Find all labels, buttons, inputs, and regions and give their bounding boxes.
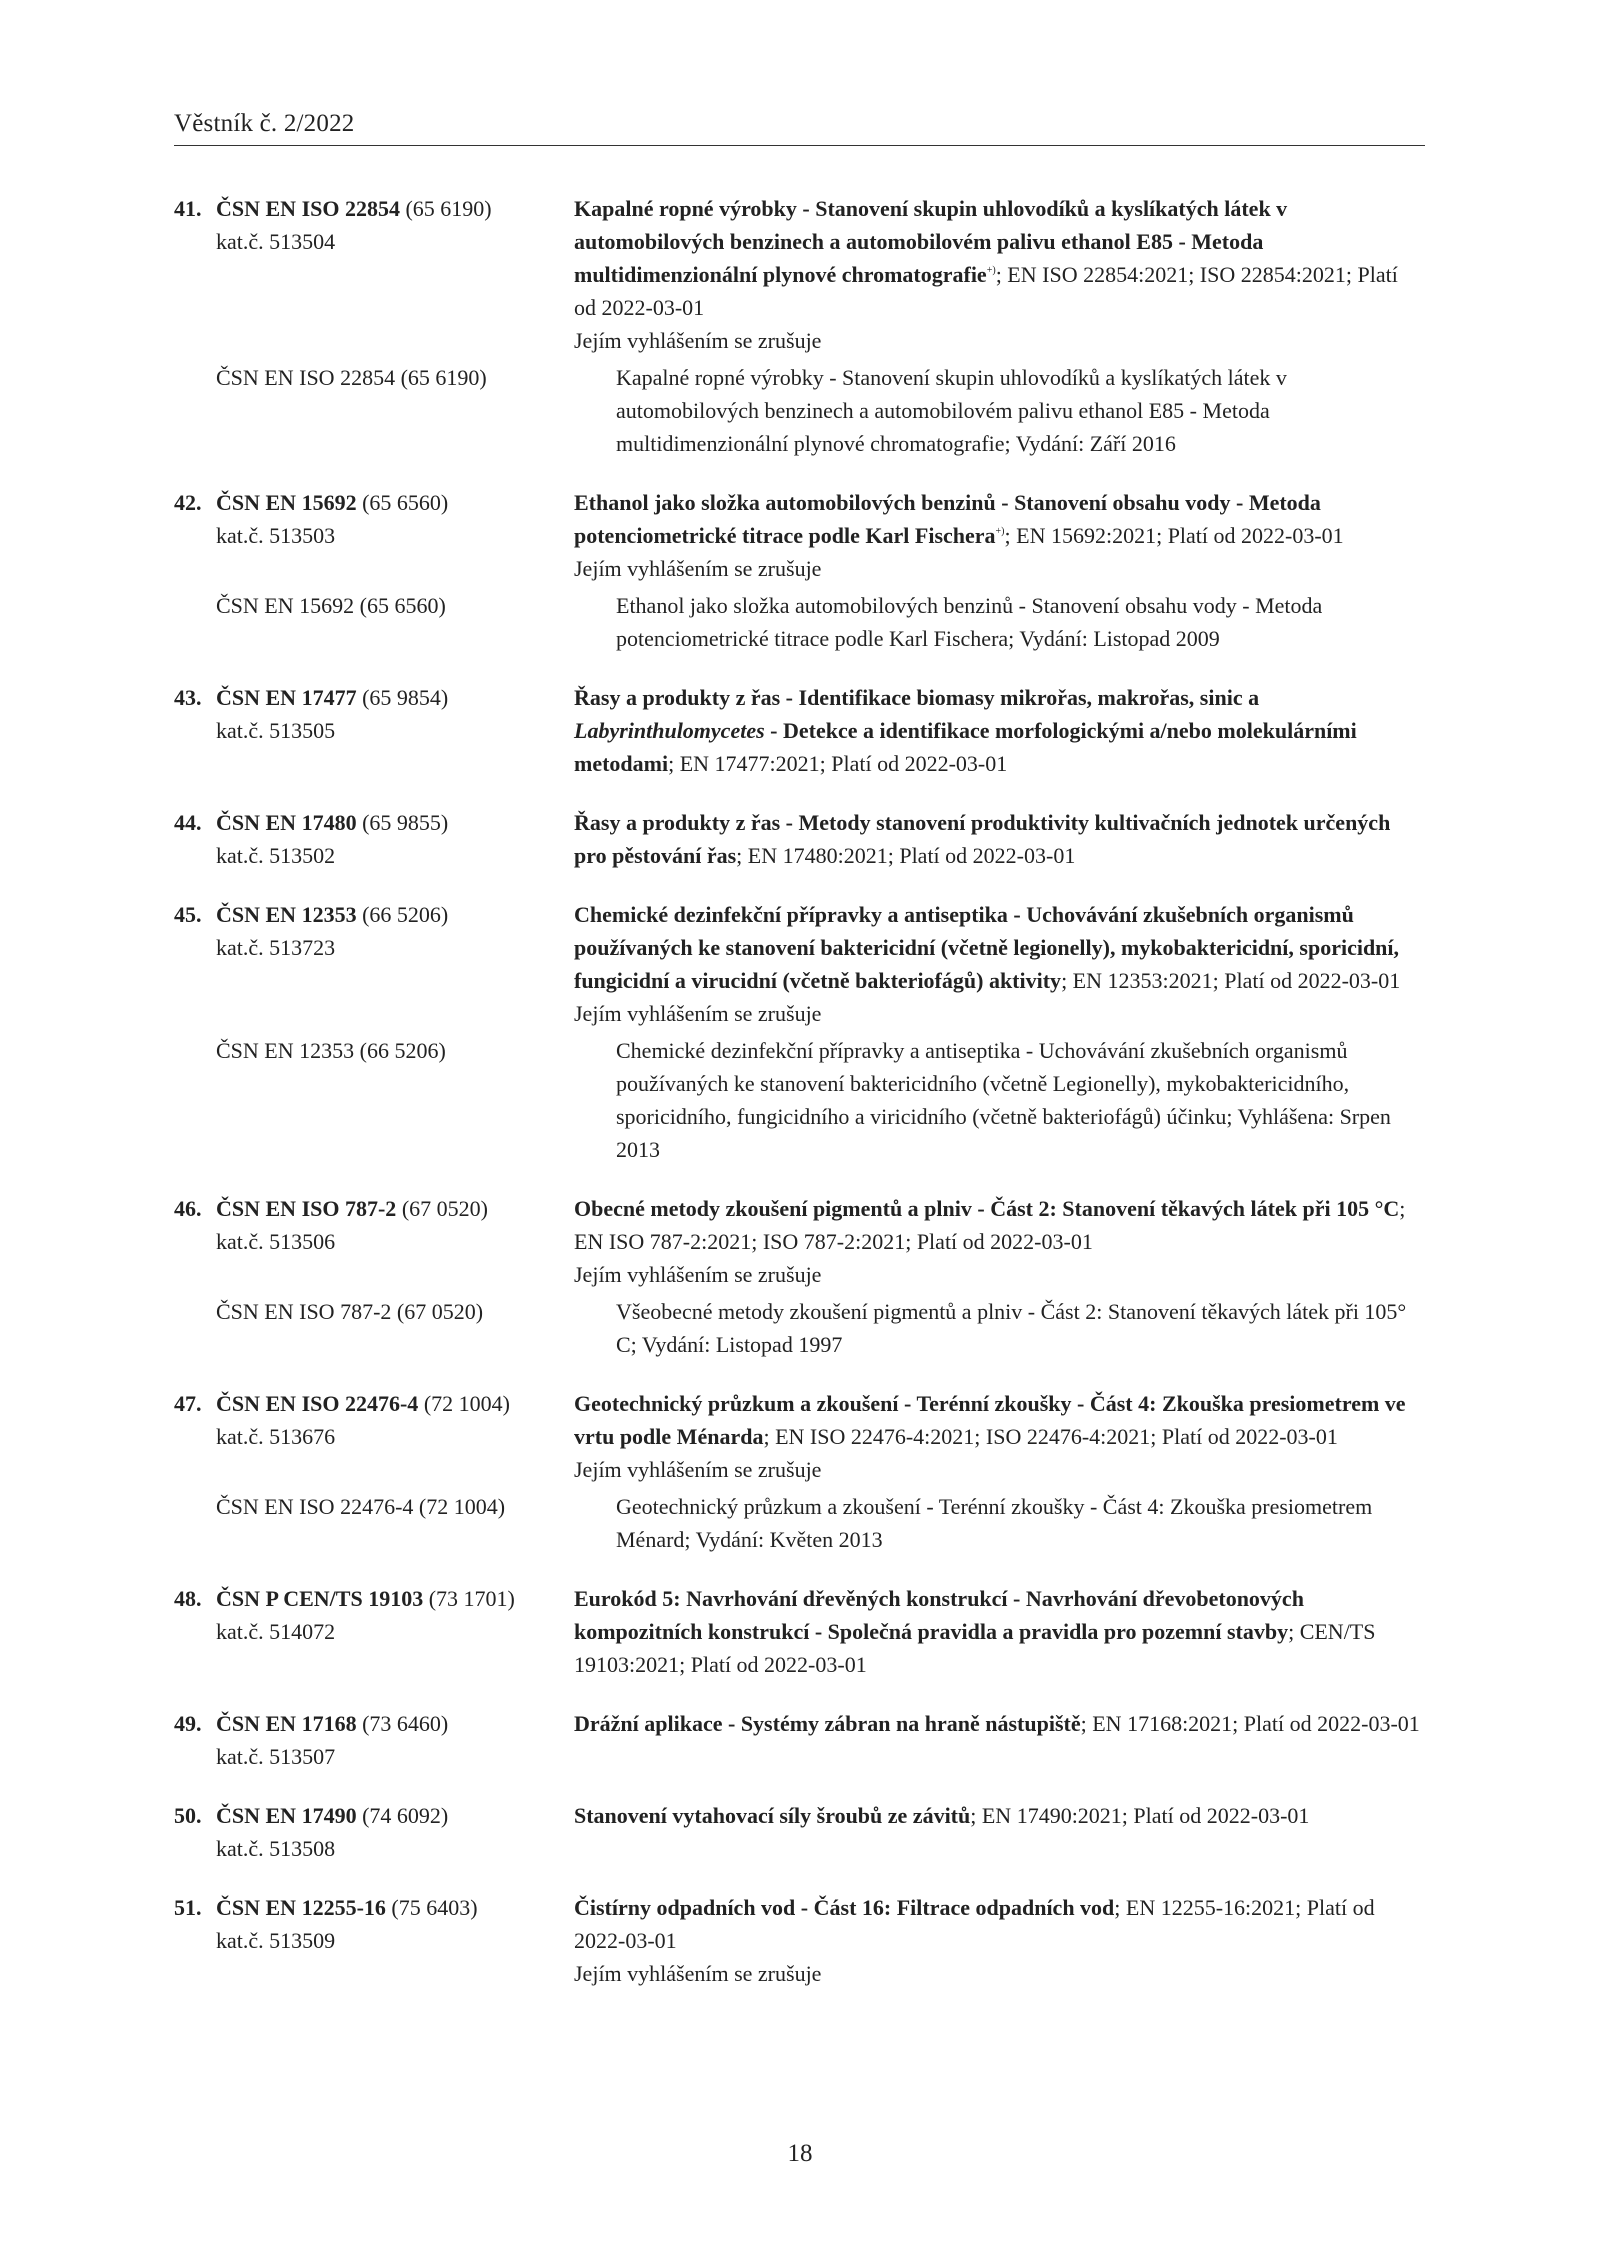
standard-code: ČSN EN 15692 xyxy=(216,490,357,515)
replaced-standard-code: ČSN EN ISO 22854 (65 6190) xyxy=(216,365,487,390)
entry-number: 47. xyxy=(174,1391,202,1416)
classification-code: (72 1004) xyxy=(418,1391,510,1416)
replaced-standard-text: Geotechnický průzkum a zkoušení - Terénní zkoušky - Část 4: Zkouška presiometrem Ménard; Vydání: Květen 2013 xyxy=(616,1494,1373,1552)
standard-title: Kapalné ropné výrobky - Stanovení skupin uhlovodíků a kyslíkatých látek v automobilových benzinech a automobilovém palivu ethanol E85 - Metoda multidimenzionální plynové chromatografie xyxy=(574,196,1288,287)
standard-title: Čistírny odpadních vod - Část 16: Filtrace odpadních vod xyxy=(574,1895,1115,1920)
classification-code: (75 6403) xyxy=(385,1895,478,1920)
standard-details: ; EN ISO 787-2:2021; ISO 787-2:2021; Platí od 2022-03-01 xyxy=(574,1196,1406,1254)
entry-number: 48. xyxy=(174,1586,202,1611)
entry-number: 50. xyxy=(174,1803,202,1828)
standard-entry-48 xyxy=(174,1582,1424,1681)
standard-title: Stanovení vytahovací síly šroubů ze závitů xyxy=(574,1803,971,1828)
catalog-number: kat.č. 513506 xyxy=(216,1229,336,1254)
replaced-standard-code: ČSN EN 12353 (66 5206) xyxy=(216,1038,446,1063)
standard-entry-44 xyxy=(174,806,1424,872)
standard-code: ČSN P CEN/TS 19103 xyxy=(216,1586,424,1611)
standard-details: ; EN 17490:2021; Platí od 2022-03-01 xyxy=(970,1803,1310,1828)
standard-entry-46 xyxy=(174,1192,1424,1361)
standards-list xyxy=(174,192,1424,2016)
standard-title: Řasy a produkty z řas - Identifikace biomasy mikrořas, makrořas, sinic a xyxy=(574,685,1260,710)
standard-entry-42 xyxy=(174,486,1424,655)
standard-details: ; CEN/TS 19103:2021; Platí od 2022-03-01 xyxy=(574,1619,1376,1677)
standard-title-continued: - Detekce a identifikace morfologickými a/nebo molekulárními metodami xyxy=(574,718,1357,776)
standard-details: ; EN 17477:2021; Platí od 2022-03-01 xyxy=(668,751,1008,776)
replaces-note: Jejím vyhlášením se zrušuje xyxy=(574,1262,822,1287)
header-rule xyxy=(174,145,1425,146)
catalog-number: kat.č. 513509 xyxy=(216,1928,336,1953)
classification-code: (65 9855) xyxy=(356,810,449,835)
classification-code: (74 6092) xyxy=(356,1803,449,1828)
catalog-number: kat.č. 513503 xyxy=(216,523,336,548)
standard-code: ČSN EN 17168 xyxy=(216,1711,357,1736)
catalog-number: kat.č. 513508 xyxy=(216,1836,336,1861)
entry-number: 51. xyxy=(174,1895,202,1920)
replaced-standard-text: Ethanol jako složka automobilových benzinů - Stanovení obsahu vody - Metoda potenciometrické titrace podle Karl Fischera; Vydání: Listopad 2009 xyxy=(616,593,1323,651)
entry-number: 44. xyxy=(174,810,202,835)
catalog-number: kat.č. 513505 xyxy=(216,718,336,743)
standard-title: Eurokód 5: Navrhování dřevěných konstrukcí - Navrhování dřevobetonových kompozitních konstrukcí - Společná pravidla a pravidla pro pozemní stavby xyxy=(574,1586,1304,1644)
catalog-number: kat.č. 513676 xyxy=(216,1424,336,1449)
standard-entry-41 xyxy=(174,192,1424,460)
replaced-standard-text: Všeobecné metody zkoušení pigmentů a plniv - Část 2: Stanovení těkavých látek při 105° C; Vydání: Listopad 1997 xyxy=(616,1299,1407,1357)
standard-details: ; EN 17480:2021; Platí od 2022-03-01 xyxy=(736,843,1076,868)
entry-number: 43. xyxy=(174,685,202,710)
catalog-number: kat.č. 514072 xyxy=(216,1619,336,1644)
entry-number: 41. xyxy=(174,196,202,221)
replaced-standard-code: ČSN EN ISO 22476-4 (72 1004) xyxy=(216,1494,506,1519)
catalog-number: kat.č. 513502 xyxy=(216,843,336,868)
standard-entry-51 xyxy=(174,1891,1424,1990)
standard-code: ČSN EN ISO 22476-4 xyxy=(216,1391,419,1416)
catalog-number: kat.č. 513507 xyxy=(216,1744,336,1769)
standard-code: ČSN EN 12255-16 xyxy=(216,1895,386,1920)
entry-number: 45. xyxy=(174,902,202,927)
standard-code: ČSN EN 17490 xyxy=(216,1803,357,1828)
standard-entry-50 xyxy=(174,1799,1424,1865)
standard-entry-47 xyxy=(174,1387,1424,1556)
replaced-standard-code: ČSN EN ISO 787-2 (67 0520) xyxy=(216,1299,484,1324)
standard-details: ; EN 12255-16:2021; Platí od 2022-03-01 xyxy=(574,1895,1375,1953)
entry-number: 46. xyxy=(174,1196,202,1221)
classification-code: (65 9854) xyxy=(356,685,449,710)
standard-code: ČSN EN ISO 22854 xyxy=(216,196,400,221)
standard-entry-45 xyxy=(174,898,1424,1166)
standard-title: Řasy a produkty z řas - Metody stanovení produktivity kultivačních jednotek určených pro pěstování řas xyxy=(574,810,1391,868)
entry-number: 49. xyxy=(174,1711,202,1736)
standard-code: ČSN EN 17480 xyxy=(216,810,357,835)
replaced-standard-text: Chemické dezinfekční přípravky a antiseptika - Uchovávání zkušebních organismů používaných ke stanovení baktericidního (včetně Legionelly), mykobaktericidního, sporicidního, fungicidního a viricidního (včetně bakteriofágů) účinku; Vyhlášena: Srpen 2013 xyxy=(616,1038,1391,1162)
standard-title: Drážní aplikace - Systémy zábran na hraně nástupiště xyxy=(574,1711,1081,1736)
standard-code: ČSN EN ISO 787-2 xyxy=(216,1196,397,1221)
replaces-note: Jejím vyhlášením se zrušuje xyxy=(574,1457,822,1482)
standard-code: ČSN EN 12353 xyxy=(216,902,357,927)
replaced-standard-text: Kapalné ropné výrobky - Stanovení skupin uhlovodíků a kyslíkatých látek v automobilových benzinech a automobilovém palivu ethanol E85 - Metoda multidimenzionální plynové chromatografie; Vydání: Září 2016 xyxy=(616,365,1287,456)
classification-code: (73 6460) xyxy=(356,1711,449,1736)
standard-title: Chemické dezinfekční přípravky a antiseptika - Uchovávání zkušebních organismů používaných ke stanovení baktericidní (včetně legionelly), mykobaktericidní, sporicidní, fungicidní a virucidní (včetně bakteriofágů) aktivity xyxy=(574,902,1400,993)
page-number: 18 xyxy=(787,2140,813,2167)
standard-details: ; EN 15692:2021; Platí od 2022-03-01 xyxy=(1004,523,1344,548)
page-header-title: Věstník č. 2/2022 xyxy=(174,110,355,137)
standard-details: ; EN ISO 22476-4:2021; ISO 22476-4:2021; Platí od 2022-03-01 xyxy=(763,1424,1338,1449)
standard-entry-43 xyxy=(174,681,1424,780)
standard-title-italic: Labyrinthulomycetes xyxy=(574,718,765,743)
footnote-marker: +) xyxy=(986,265,996,276)
classification-code: (66 5206) xyxy=(356,902,449,927)
replaces-note: Jejím vyhlášením se zrušuje xyxy=(574,1961,822,1986)
replaces-note: Jejím vyhlášením se zrušuje xyxy=(574,328,822,353)
entry-number: 42. xyxy=(174,490,202,515)
catalog-number: kat.č. 513723 xyxy=(216,935,336,960)
classification-code: (73 1701) xyxy=(423,1586,515,1611)
classification-code: (65 6560) xyxy=(356,490,449,515)
classification-code: (65 6190) xyxy=(399,196,492,221)
replaces-note: Jejím vyhlášením se zrušuje xyxy=(574,1001,822,1026)
standard-details: ; EN 12353:2021; Platí od 2022-03-01 xyxy=(1061,968,1401,993)
standard-entry-49 xyxy=(174,1707,1424,1773)
standard-title: Ethanol jako složka automobilových benzinů - Stanovení obsahu vody - Metoda potenciometrické titrace podle Karl Fischera xyxy=(574,490,1321,548)
footnote-marker: +) xyxy=(995,526,1005,537)
standard-code: ČSN EN 17477 xyxy=(216,685,357,710)
catalog-number: kat.č. 513504 xyxy=(216,229,336,254)
standard-title: Geotechnický průzkum a zkoušení - Terénní zkoušky - Část 4: Zkouška presiometrem ve vrtu podle Ménarda xyxy=(574,1391,1406,1449)
standard-title: Obecné metody zkoušení pigmentů a plniv - Část 2: Stanovení těkavých látek při 105 °C xyxy=(574,1196,1400,1221)
standard-details: ; EN ISO 22854:2021; ISO 22854:2021; Platí od 2022-03-01 xyxy=(574,262,1398,320)
replaced-standard-code: ČSN EN 15692 (65 6560) xyxy=(216,593,446,618)
standard-details: ; EN 17168:2021; Platí od 2022-03-01 xyxy=(1080,1711,1420,1736)
replaces-note: Jejím vyhlášením se zrušuje xyxy=(574,556,822,581)
classification-code: (67 0520) xyxy=(396,1196,488,1221)
